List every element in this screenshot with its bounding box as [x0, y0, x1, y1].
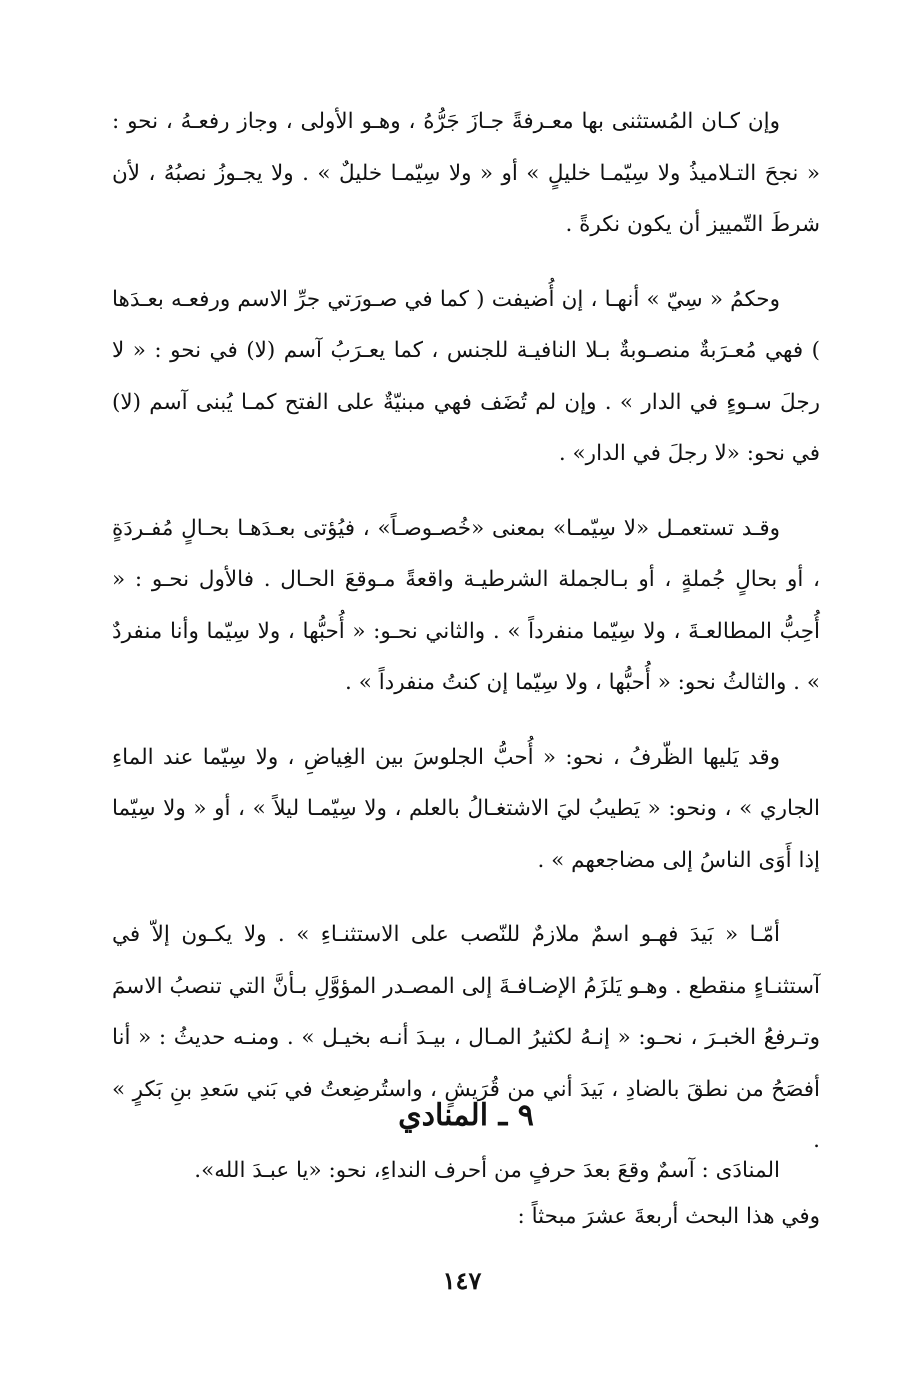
paragraph-3: [112, 503, 820, 709]
definition-line-1: المنادَى : آسمٌ وقعَ بعدَ حرفٍ من أحرف النداءِ، نحو: «يا عبـدَ الله».: [194, 1158, 780, 1183]
definition-block: [112, 1148, 820, 1240]
definition-line-2: وفي هذا البحث أربعةَ عشرَ مبحثاً :: [517, 1204, 820, 1229]
paragraph-1: [112, 96, 820, 251]
paragraph-text: وإن كـان المُستثنى بها معـرفةً جـازَ جَرُّهُ ، وهـو الأولى ، وجاز رفعـهُ ، نحو : « نجحَ التـلاميذُ ولا سِيّمـا خليلٍ » أو « ولا سِيّمـا خليلٌ » . ولا يجـوزُ نصبُهُ ، لأن شرطَ التّمييز أن يكون نكرةً .: [112, 109, 820, 237]
section-heading: ٩ ـ المنادي: [398, 1098, 534, 1133]
paragraph-text: وقد يَليها الظّرفُ ، نحو: « أُحبُّ الجلوسَ بين الغِياضِ ، ولا سِيّما عند الماءِ الجاري » ، ونحو: « يَطيبُ ليَ الاشتغـالُ بالعلم ، ولا سِيّمـا ليلاً » ، أو « ولا سِيّما إذا أَوَى الناسُ إلى مضاجعهم » .: [112, 744, 820, 873]
paragraph-text: وقـد تستعمـل «لا سِيّمـا» بمعنى «خُصـوصـاً» ، فيُؤتى بعـدَهـا بحـالٍ مُفـردَةٍ ، أو بحالٍ جُملةٍ ، أو بـالجملة الشرطيـة واقعةً مـوقعَ الحـال . فالأول نحـو : « أُحِبُّ المطالعـةَ ، ولا سِيّما منفرداً » . والثاني نحـو: « أُحبُّها ، ولا سِيّما وأنا منفردٌ » . والثالثُ نحو: « أُحبُّها ، ولا سِيّما إن كنتُ منفرداً » .: [112, 515, 820, 695]
paragraph-4: [112, 732, 820, 887]
body-text: [112, 96, 820, 1190]
paragraph-text: أمّـا « بَيدَ فهـو اسمٌ ملازمٌ للنّصب على الاستثنـاءِ » . ولا يكـون إلاّ في آستثنـاءٍ منقطع . وهـو يَلزَمُ الإضـافـةَ إلى المصـدر المؤوَّلِ بـأنَّ التي تنصبُ الاسمَ وتـرفعُ الخبـرَ ، نحـو: « إنـهُ لكثيرُ المـال ، بيـدَ أنـه بخيـل » . ومنـه حديثُ : « أنا أفصَحُ من نطقَ بالضادِ ، بَيدَ أني من قُرَيشٍ ، واستُرضِعتُ في بَني سَعدِ بنِ بَكرٍ » .: [112, 922, 820, 1153]
page-number: ١٤٧: [442, 1266, 482, 1295]
paragraph-2: [112, 274, 820, 480]
paragraph-text: وحكمُ « سِيّ » أنهـا ، إن أُضيفت ( كما في صـورَتي جرِّ الاسم ورفعـه بعـدَها ) فهي مُعـرَبةٌ منصـوبةٌ بـلا النافيـة للجنس ، كما يعـرَبُ آسم (لا) في نحو : « لا رجلَ سـوءٍ في الدار » . وإن لم تُضَف فهي مبنيّةٌ على الفتح كمـا يُبنى آسم (لا) في نحو: «لا رجلَ في الدار» .: [112, 286, 820, 466]
